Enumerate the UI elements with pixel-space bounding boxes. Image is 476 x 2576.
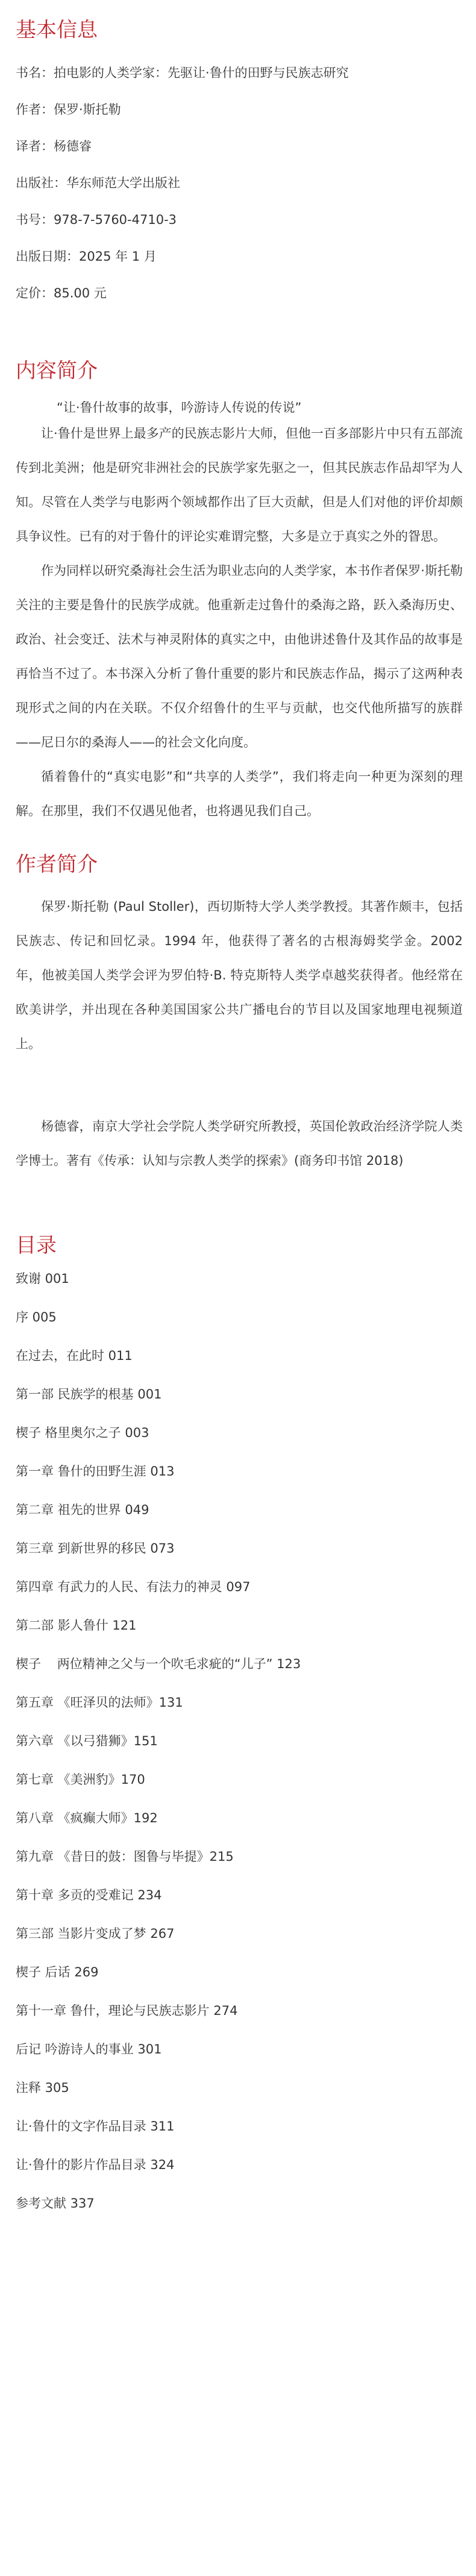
- toc-item: 第二部 影人鲁什 121: [16, 1618, 137, 1633]
- content-intro-section: [16, 358, 463, 828]
- toc-item: 第一部 民族学的根基 001: [16, 1387, 162, 1401]
- publish-date-line: 出版日期：2025 年 1 月: [16, 249, 157, 264]
- translator-paragraph: 杨德睿，南京大学社会学院人类学研究所教授，英国伦敦政治经济学院人类学博士。著有《传承：认知与宗教人类学的探索》(商务印书馆 2018): [16, 1119, 463, 1168]
- book-title-line: 书名：拍电影的人类学家：先驱让·鲁什的田野与民族志研究: [16, 66, 349, 80]
- price-line: 定价：85.00 元: [16, 286, 107, 300]
- toc-item: 第一章 鲁什的田野生涯 013: [16, 1464, 175, 1479]
- toc-item: 第十一章 鲁什，理论与民族志影片 274: [16, 2003, 238, 2018]
- isbn-line: 书号：978-7-5760-4710-3: [16, 213, 177, 227]
- toc-item: 第三部 当影片变成了梦 267: [16, 1926, 175, 1941]
- author-paragraph: 保罗·斯托勒 (Paul Stoller)，西切斯特大学人类学教授。其著作颇丰，包括民族志、传记和回忆录。1994 年，他获得了著名的古根海姆奖学金。2002 年，他被美国人类学会评为罗伯特·B. 特克斯特人类学卓越奖获得者。他经常在欧美讲学，并出现在各种美国国家公共广播电台的节目以及国家地理电视频道上。: [16, 899, 463, 1051]
- author-intro-section: [16, 851, 463, 1178]
- toc-item: 致谢 001: [16, 1271, 69, 1286]
- intro-paragraph: 让·鲁什是世界上最多产的民族志影片大师，但他一百多部影片中只有五部流传到北美洲；他是研究非洲社会的民族学家先驱之一，但其民族志作品却罕为人知。尽管在人类学与电影两个领域都作出了巨大贡献，但是人们对他的评价却颇具争议性。已有的对于鲁什的评论实难谓完整，大多是立于真实之外的眢思。: [16, 426, 463, 544]
- toc-item: 第九章 《昔日的鼓：图鲁与毕提》215: [16, 1849, 234, 1864]
- toc-item: 注释 305: [16, 2081, 69, 2095]
- toc-list: [16, 1270, 463, 2233]
- content-intro-heading: 内容简介: [16, 359, 98, 383]
- toc-item: 第五章 《旺泽贝的法师》131: [16, 1695, 183, 1710]
- toc-item: 让·鲁什的影片作品目录 324: [16, 2158, 175, 2172]
- toc-item: 在过去，在此时 011: [16, 1349, 133, 1363]
- intro-paragraph: 作为同样以研究桑海社会生活为职业志向的人类学家，本书作者保罗·斯托勒关注的主要是鲁什的民族学成就。他重新走过鲁什的桑海之路，跃入桑海历史、政治、社会变迁、法术与神灵附体的真实之中，由他讲述鲁什及其作品的故事是再恰当不过了。本书深入分析了鲁什重要的影片和民族志作品，揭示了这两种表现形式之间的内在关联。不仅介绍鲁什的生平与贡献，也交代他所描写的族群——尼日尔的桑海人——的社会文化向度。: [16, 563, 463, 750]
- author-line: 作者：保罗·斯托勒: [16, 102, 121, 117]
- intro-quote: “让·鲁什故事的故事，吟游诗人传说的传说”: [57, 400, 302, 415]
- toc-item: 第三章 到新世界的移民 073: [16, 1541, 175, 1556]
- toc-item: 序 005: [16, 1310, 57, 1324]
- basic-info-section: [16, 0, 463, 302]
- toc-item: 楔子 后话 269: [16, 1965, 99, 1979]
- toc-item: 第八章 《疯癫大师》192: [16, 1811, 158, 1825]
- publisher-line: 出版社：华东师范大学出版社: [16, 176, 180, 190]
- toc-item: 第二章 祖先的世界 049: [16, 1503, 149, 1517]
- author-intro-heading: 作者简介: [16, 852, 98, 877]
- intro-paragraph: 循着鲁什的“真实电影”和“共享的人类学”，我们将走向一种更为深刻的理解。在那里，我们不仅遇见他者，也将遇见我们自己。: [16, 769, 463, 818]
- toc-item: 参考文献 337: [16, 2196, 95, 2211]
- toc-item: 楔子 两位精神之父与一个吹毛求疵的“儿子” 123: [16, 1657, 301, 1671]
- toc-item: 第十章 多贡的受难记 234: [16, 1888, 162, 1902]
- basic-info-list: [16, 64, 463, 302]
- toc-item: 第七章 《美洲豹》170: [16, 1772, 145, 1787]
- table-of-contents-section: [16, 1232, 463, 2233]
- translator-line: 译者：杨德睿: [16, 139, 92, 154]
- toc-item: 第六章 《以弓猎狮》151: [16, 1734, 158, 1748]
- toc-heading: 目录: [16, 1234, 57, 1258]
- toc-item: 后记 吟游诗人的事业 301: [16, 2042, 162, 2056]
- basic-info-heading: 基本信息: [16, 18, 98, 42]
- toc-item: 第四章 有武力的人民、有法力的神灵 097: [16, 1580, 251, 1594]
- toc-item: 让·鲁什的文字作品目录 311: [16, 2119, 175, 2134]
- toc-item: 楔子 格里奥尔之子 003: [16, 1426, 149, 1440]
